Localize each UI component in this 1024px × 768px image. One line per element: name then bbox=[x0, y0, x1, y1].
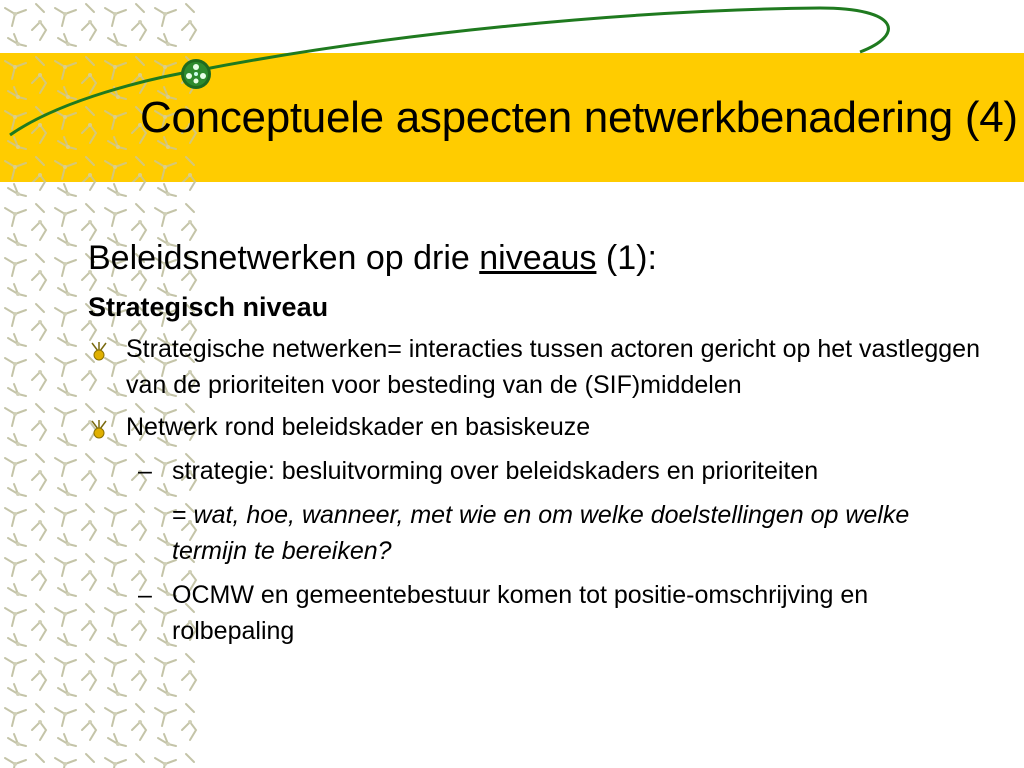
continuation-italic-text: wat, hoe, wanneer, met wie en om welke doelstellingen op welke termijn te bereiken? bbox=[172, 501, 910, 565]
heading-text: Beleidsnetwerken op drie bbox=[88, 239, 480, 277]
molecule-logo-icon bbox=[181, 59, 211, 89]
subheading: Strategisch niveau bbox=[88, 292, 329, 322]
dash-marker: – bbox=[138, 457, 152, 485]
sub-bullet-continuation bbox=[88, 497, 972, 569]
heading-underlined-word: niveaus bbox=[479, 239, 597, 277]
sub-bullet-text: OCMW en gemeentebestuur komen tot positie-omschrijving en rolbepaling bbox=[172, 581, 869, 645]
daisy-bullet-icon bbox=[88, 340, 110, 362]
daisy-bullet-icon bbox=[88, 418, 110, 440]
sub-bullet-item bbox=[88, 577, 972, 649]
bullet-text: Strategische netwerken= interacties tussen actoren gericht op het vastleggen van de prioriteiten voor besteding van de (SIF)middelen bbox=[126, 335, 980, 399]
heading-suffix: (1): bbox=[596, 239, 657, 277]
continuation-prefix: = bbox=[172, 501, 194, 529]
bullet-item bbox=[88, 409, 986, 445]
section-heading bbox=[88, 232, 988, 284]
bullet-item bbox=[88, 331, 986, 403]
dash-marker: – bbox=[138, 581, 152, 609]
bullet-text: Netwerk rond beleidskader en basiskeuze bbox=[126, 413, 591, 441]
sub-bullet-text: strategie: besluitvorming over beleidskaders en prioriteiten bbox=[172, 457, 819, 485]
sub-bullet-item bbox=[88, 453, 972, 489]
slide-title: Conceptuele aspecten netwerkbenadering (4) bbox=[140, 93, 1018, 142]
slide-content bbox=[88, 232, 988, 649]
